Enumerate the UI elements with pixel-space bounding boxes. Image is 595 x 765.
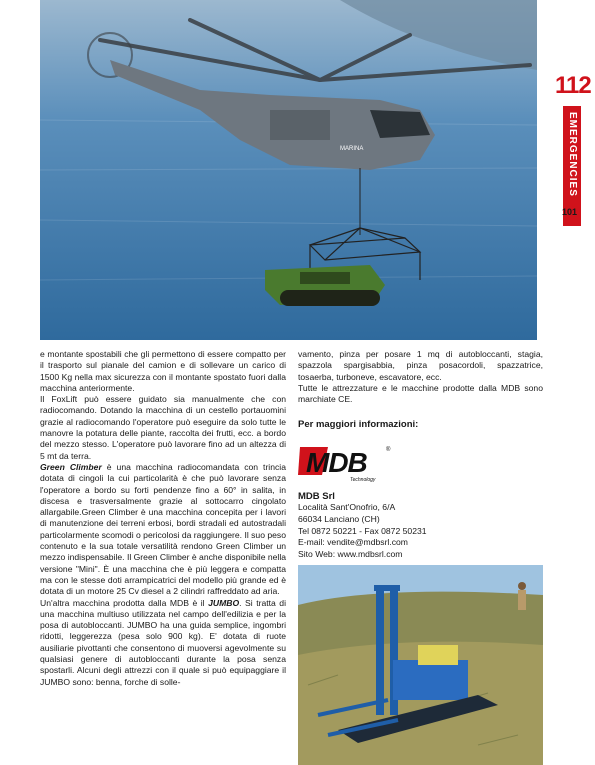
helicopter-marking: MARINA [340, 146, 364, 152]
jumbo-paragraph: Un'altra macchina prodotta dalla MDB è il JUMBO. Si tratta di una macchina multiuso utilizzata nel campo dell'edilizia e per la posa di autobloccanti. JUMBO ha una guida semplice, ingombri ridotti, leggerezza (pesa solo 900 kg). E' dotata di ruote ausiliarie pivottanti che consentono di muoversi agevolmente su qualsiasi genere di autobloccanti durante la posa senza spostarli. Alcuni degli attrezzi con il quale si può equipaggiare il JUMBO sono: benna, forche di solle- [40, 597, 286, 687]
website-line: Sito Web: www.mdbsrl.com [298, 549, 403, 560]
lead-term: JUMBO [208, 597, 240, 608]
company-name: MDB Srl [298, 490, 335, 502]
phone-line: Tel 0872 50221 - Fax 0872 50231 [298, 525, 427, 536]
brand-number: 112 [555, 72, 591, 99]
paragraph: Tutte le attrezzature e le macchine prodotte dalla MDB sono marchiate CE. [298, 382, 543, 405]
contact-block [298, 502, 543, 561]
mdb-logo [298, 441, 398, 483]
logo-sub: Technology [350, 476, 376, 483]
logo-mark: ® [386, 446, 391, 453]
lead-term: Green Climber [40, 461, 102, 472]
city-line: 66034 Lanciano (CH) [298, 513, 380, 524]
hero-photo [40, 0, 537, 340]
right-column [298, 349, 543, 561]
page-number: 101 [562, 207, 578, 217]
green-climber-paragraph: Green Climber è una macchina radiocomandata con trincia dotata di cingoli la cui particolarità è che può lavorare senza l'operatore a bordo su forti pendenze fino a 60° in salita, in discesa e trasversalmente grazie al sottocarro cingolato allargabile.Green Climber è una macchina concepita per i lavori di manutenzione dei terreni erbosi, bordi stradali ed autostradali particolarmente scomodi o pericolosi da raggiungere. Il suo peso contenuto e la sua totale versatilità rendono Green Climber un mezzo indispensabile. Il Green Climber è anche disponibile nella versione "Mini". È una macchina che è più leggera e compatta ma con le stesse doti arrampicatrici del modello più grande ed è dotata di un motore 25 Cv diesel a 2 cilindri raffreddato ad aria. [40, 461, 287, 597]
paragraph: Il FoxLift può essere guidato sia manualmente che con radiocomando. Dotando la macchina di un cestello portauomini grazie al radiocomando l'operatore può eseguire da solo tutte le manovre la potatura delle piante, raccolta dei frutti, ecc. a bordo del mezzo stesso. L'operatore può lavorare fino ad un altezza di 5 mt da terra. [40, 394, 286, 461]
brand-word: EMERGENCIES [563, 106, 581, 226]
logo-text: MDB [306, 446, 367, 478]
info-heading: Per maggiori informazioni: [298, 419, 419, 431]
paragraph: e montante spostabili che gli permettono di essere compatto per il trasporto sul pianale del camion e di sollevare un carico di 1500 Kg nella max sicurezza con il montante spostato fuori dalla macchina anteriormente. [40, 349, 286, 393]
email-line: E-mail: vendite@mdbsrl.com [298, 537, 408, 548]
left-column [40, 349, 286, 688]
magazine-brand [551, 72, 595, 222]
paragraph: vamento, pinza per posare 1 mq di autobloccanti, stagia, spazzola spargisabbia, pinza posacordoli, spazzatrice, tosaerba, turboneve, escavatore, ecc. [298, 349, 543, 382]
address-line: Località Sant'Onofrio, 6/A [298, 502, 396, 513]
jumbo-photo [298, 565, 543, 765]
